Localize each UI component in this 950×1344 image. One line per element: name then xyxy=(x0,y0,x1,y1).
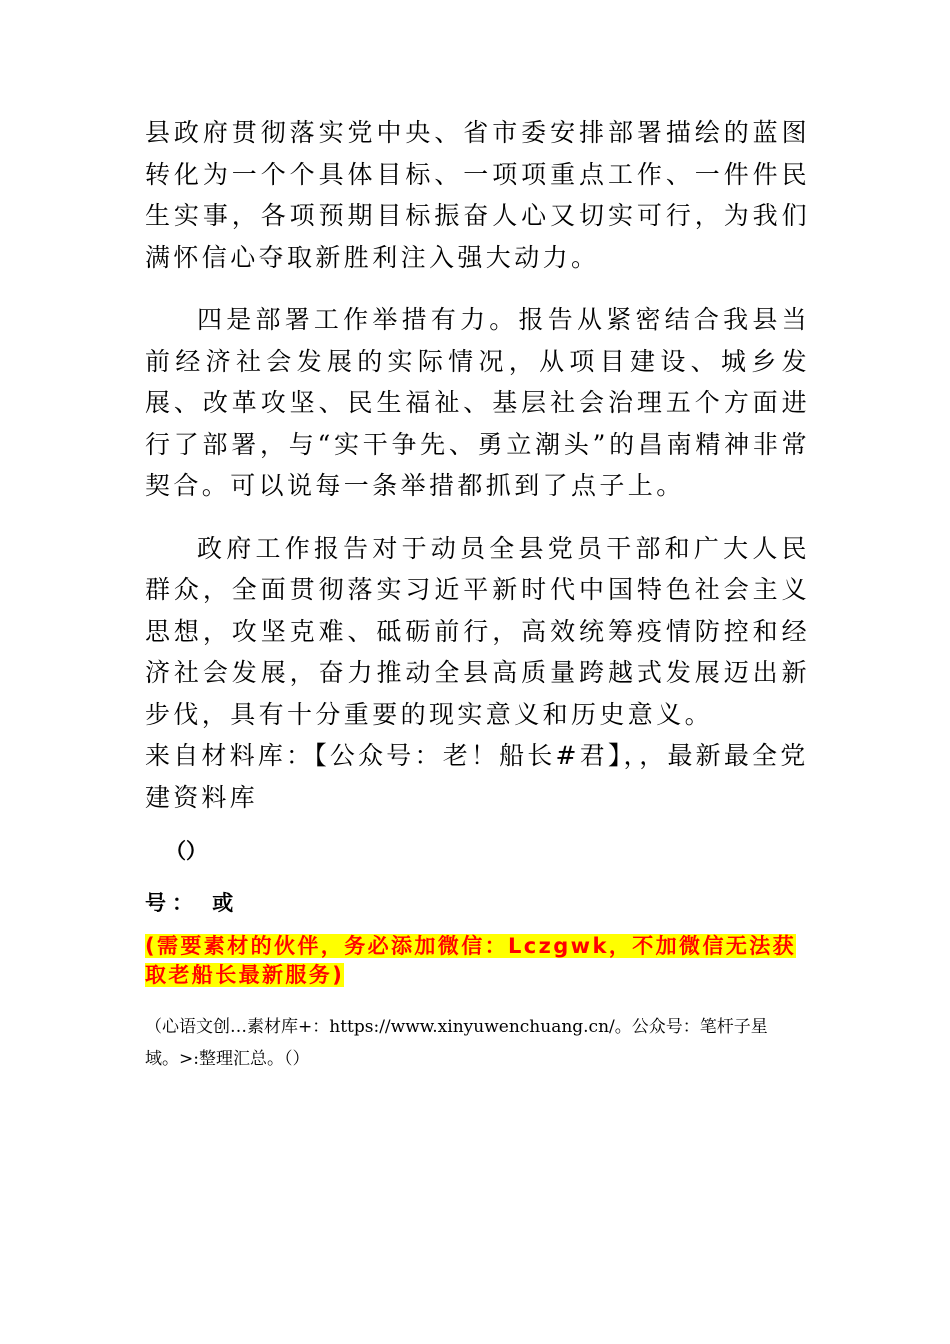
paragraph-continuation: 县政府贯彻落实党中央、省市委安排部署描绘的蓝图转化为一个个具体目标、一项项重点工作、一件件民生实事，各项预期目标振奋人心又切实可行，为我们满怀信心夺取新胜利注入强大动力。 xyxy=(145,118,810,272)
footnote-text: （心语文创…素材库+：https://www.xinyuwenchuang.cn/。公众号：笔杆子星域。>:整理汇总。（） xyxy=(145,1017,768,1069)
wechat-notice-text: (需要素材的伙伴，务必添加微信：Lczgwk，不加微信无法获取老船长最新服务) xyxy=(145,934,797,987)
paragraph-conclusion: 政府工作报告对于动员全县党员干部和广大人民群众，全面贯彻落实习近平新时代中国特色社会主义思想，攻坚克难、砥砺前行，高效统筹疫情防控和经济社会发展，奋力推动全县高质量跨越式发展迈出新步伐，具有十分重要的现实意义和历史意义。 xyxy=(145,533,810,729)
hao-line: 号： 或 xyxy=(145,891,240,915)
document-body xyxy=(145,112,810,1092)
parens-line: （） xyxy=(165,839,207,863)
paragraph-deployment: 四是部署工作举措有力。报告从紧密结合我县当前经济社会发展的实际情况，从项目建设、城乡发展、改革攻坚、民生福祉、基层社会治理五个方面进行了部署，与“实干争先、勇立潮头”的昌南精神非常契合。可以说每一条举措都抓到了点子上。 xyxy=(145,305,810,500)
source-line: 来自材料库：【公众号：老！船长#君】，，最新最全党建资料库 xyxy=(145,741,809,812)
wechat-notice xyxy=(145,932,810,990)
